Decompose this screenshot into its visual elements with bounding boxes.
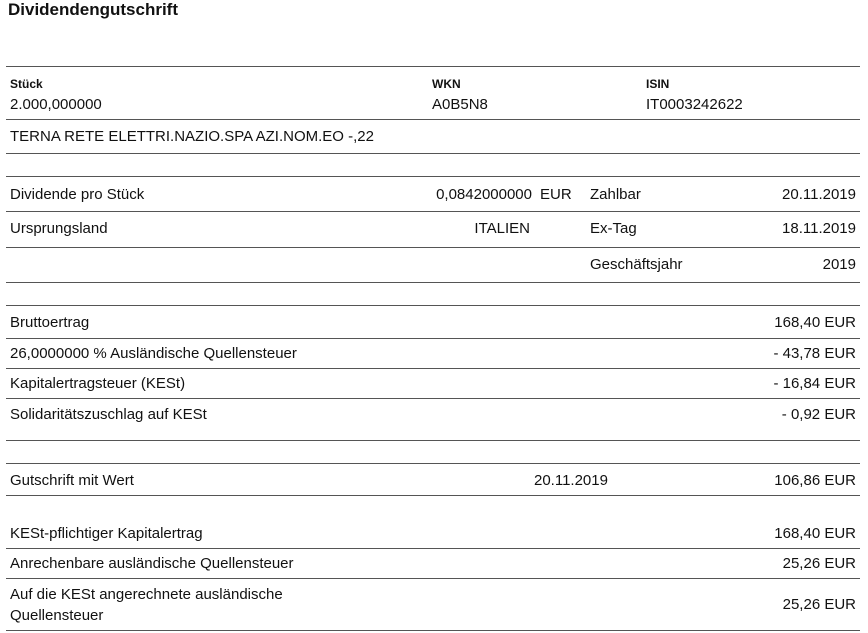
divider bbox=[6, 247, 860, 248]
zahlbar-value: 20.11.2019 bbox=[782, 186, 856, 203]
tax-label-angerechnet-line2: Quellensteuer bbox=[10, 607, 104, 624]
dividend-currency: EUR bbox=[540, 186, 572, 203]
divider bbox=[6, 440, 860, 441]
calc-value-soli: - 0,92 EUR bbox=[781, 406, 856, 423]
divider bbox=[6, 463, 860, 464]
ursprungsland-label: Ursprungsland bbox=[10, 220, 108, 237]
divider bbox=[6, 548, 860, 549]
divider bbox=[6, 578, 860, 579]
wkn-value: A0B5N8 bbox=[432, 96, 488, 113]
geschaeftsjahr-label: Geschäftsjahr bbox=[590, 256, 683, 273]
divider bbox=[6, 495, 860, 496]
isin-label: ISIN bbox=[646, 77, 670, 91]
ursprungsland-value: ITALIEN bbox=[474, 220, 530, 237]
divider bbox=[6, 211, 860, 212]
stueck-value: 2.000,000000 bbox=[10, 96, 102, 113]
credit-date: 20.11.2019 bbox=[534, 472, 608, 489]
wkn-label: WKN bbox=[432, 77, 461, 91]
divider bbox=[6, 282, 860, 283]
tax-value-kest-pflichtig: 168,40 EUR bbox=[774, 525, 856, 542]
tax-label-angerechnet-line1: Auf die KESt angerechnete ausländische bbox=[10, 586, 283, 603]
calc-label-kest: Kapitalertragsteuer (KESt) bbox=[10, 375, 186, 392]
credit-label: Gutschrift mit Wert bbox=[10, 472, 134, 489]
stueck-label: Stück bbox=[10, 77, 43, 91]
isin-value: IT0003242622 bbox=[646, 96, 743, 113]
tax-label-kest-pflichtig: KESt-pflichtiger Kapitalertrag bbox=[10, 525, 203, 542]
geschaeftsjahr-value: 2019 bbox=[822, 256, 856, 273]
divider bbox=[6, 630, 860, 631]
tax-value-anrechenbar: 25,26 EUR bbox=[782, 555, 856, 572]
document-title: Dividendengutschrift bbox=[8, 0, 179, 19]
calc-label-soli: Solidaritätszuschlag auf KESt bbox=[10, 406, 207, 423]
calc-value-brutto: 168,40 EUR bbox=[774, 314, 856, 331]
calc-label-brutto: Bruttoertrag bbox=[10, 314, 90, 331]
dividend-per-share-label: Dividende pro Stück bbox=[10, 186, 145, 203]
calc-value-kest: - 16,84 EUR bbox=[773, 375, 856, 392]
dividend-per-share-value: 0,0842000000 bbox=[436, 186, 532, 203]
zahlbar-label: Zahlbar bbox=[590, 186, 641, 203]
extag-value: 18.11.2019 bbox=[782, 220, 856, 237]
divider bbox=[6, 368, 860, 369]
divider bbox=[6, 66, 860, 67]
divider bbox=[6, 305, 860, 306]
calc-label-quellensteuer: 26,0000000 % Ausländische Quellensteuer bbox=[10, 345, 297, 362]
calc-value-quellensteuer: - 43,78 EUR bbox=[773, 345, 856, 362]
divider bbox=[6, 153, 860, 154]
divider bbox=[6, 398, 860, 399]
security-name: TERNA RETE ELETTRI.NAZIO.SPA AZI.NOM.EO -,22 bbox=[10, 128, 374, 145]
extag-label: Ex-Tag bbox=[590, 220, 637, 237]
divider bbox=[6, 338, 860, 339]
divider bbox=[6, 119, 860, 120]
divider bbox=[6, 176, 860, 177]
credit-value: 106,86 EUR bbox=[774, 472, 856, 489]
tax-value-angerechnet: 25,26 EUR bbox=[782, 596, 856, 613]
tax-label-anrechenbar: Anrechenbare ausländische Quellensteuer bbox=[10, 555, 294, 572]
